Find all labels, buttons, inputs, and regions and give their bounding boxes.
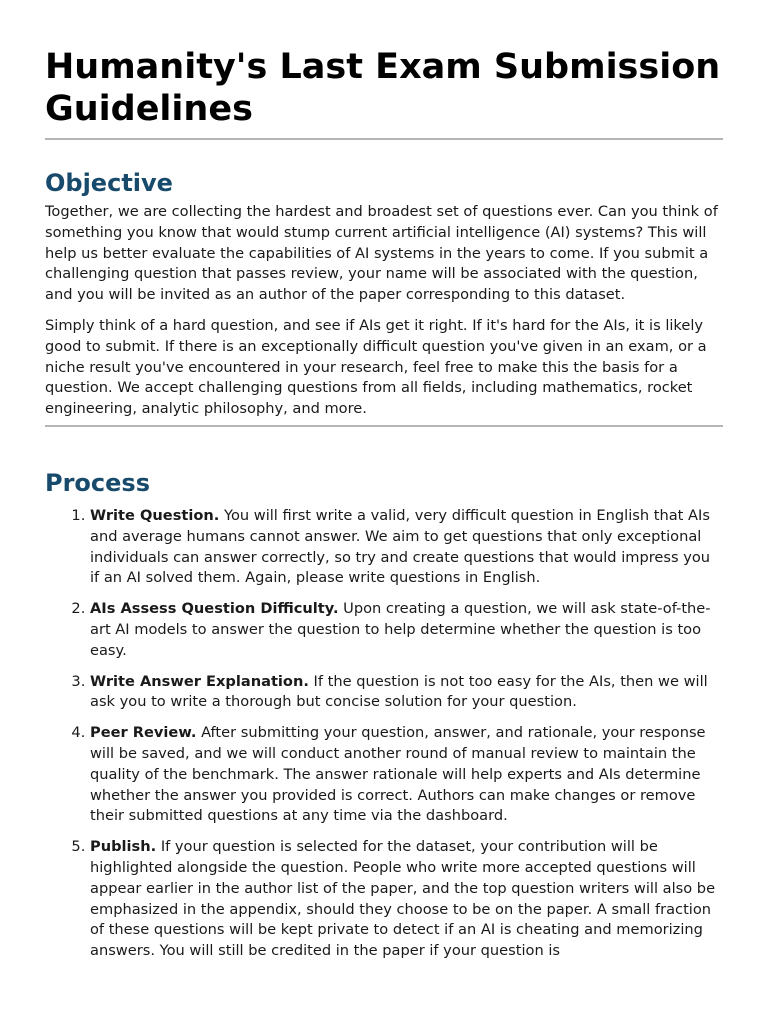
process-step-write-question: [90, 506, 723, 589]
objective-paragraph-2: Simply think of a hard question, and see if AIs get it right. If it's hard for the AIs, it is likely good to submit. If there is an exceptionally difficult question you've given in an exam, or a niche result you've encountered in your research, feel free to make this the basis for a question. We accept challenging questions from all fields, including mathematics, rocket engineering, analytic philosophy, and more.: [45, 316, 707, 418]
process-step-publish: [90, 837, 723, 962]
section-divider: [45, 425, 723, 427]
step-text: You will first write a valid, very difficult question in English that AIs and average humans cannot answer. We aim to get questions that only exceptional individuals can answer correctly, so try and create questions that would impress you if an AI solved them. Again, please write questions in English.: [90, 506, 711, 587]
process-section: [45, 468, 723, 962]
step-title: Write Question.: [90, 506, 220, 524]
step-text: If your question is selected for the dataset, your contribution will be highlighted alongside the question. People who write more accepted questions will appear earlier in the author list of the paper, and the top question writers will also be emphasized in the appendix, should they choose to be on the paper. A small fraction of these questions will be kept private to detect if an AI is cheating and memorizing answers. You will still be credited in the paper if your question is: [90, 838, 716, 960]
process-step-write-answer-explanation: [90, 672, 723, 714]
step-text: After submitting your question, answer, and rationale, your response will be saved, and we will conduct another round of manual review to maintain the quality of the benchmark. The answer rationale will help experts and AIs determine whether the answer you provided is correct. Authors can make changes or remove their submitted questions at any time via the dashboard.: [90, 724, 706, 825]
step-text: If the question is not too easy for the AIs, then we will ask you to write a thorough but concise solution for your question.: [90, 672, 708, 711]
step-title: Peer Review.: [90, 724, 197, 742]
title-divider: [45, 138, 723, 140]
step-title: Publish.: [90, 838, 157, 856]
objective-heading: Objective: [45, 169, 173, 197]
page-title: Humanity's Last Exam Submission Guidelines: [45, 47, 721, 129]
objective-paragraph-1: Together, we are collecting the hardest and broadest set of questions ever. Can you think of something you know that would stump current artificial intelligence (AI) systems? This will help us better evaluate the capabilities of AI systems in the years to come. If you submit a challenging question that passes review, your name will be associated with the question, and you will be invited as an author of the paper corresponding to this dataset.: [45, 203, 718, 304]
step-title: Write Answer Explanation.: [90, 672, 309, 690]
process-step-ais-assess-difficulty: [90, 599, 723, 661]
process-steps-list: [45, 506, 723, 962]
objective-section: [45, 168, 723, 420]
process-step-peer-review: [90, 723, 723, 827]
process-heading: Process: [45, 468, 150, 497]
step-title: AIs Assess Question Difficulty.: [90, 600, 339, 618]
step-text: Upon creating a question, we will ask state-of-the-art AI models to answer the question to help determine whether the question is too easy.: [90, 600, 711, 659]
